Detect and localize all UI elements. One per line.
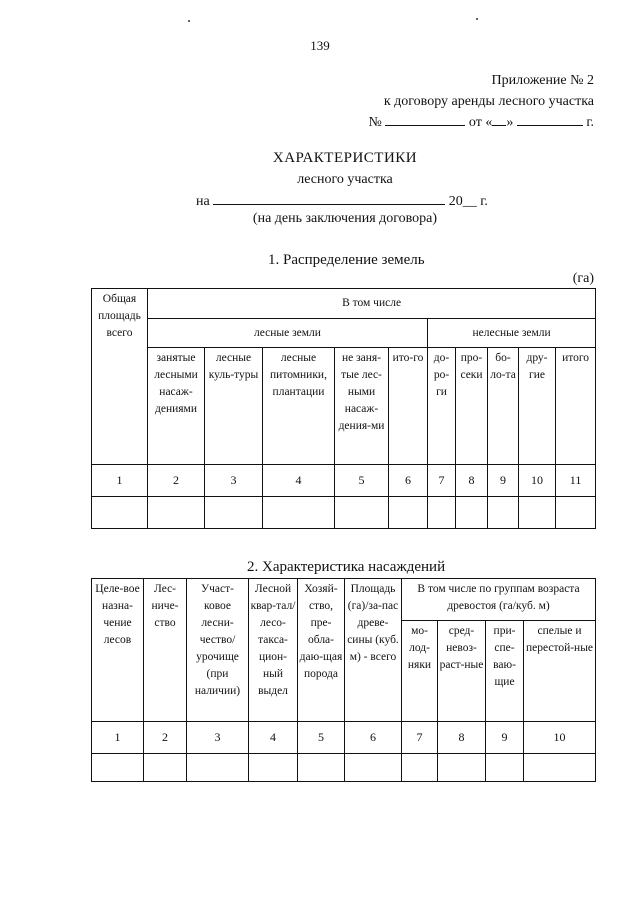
contract-month-blank	[517, 113, 583, 126]
total-area-header: Общая площадь всего	[92, 289, 148, 465]
empty-cell	[486, 754, 524, 782]
contract-date-quote: »	[506, 115, 514, 130]
forest-lands-header: лесные земли	[148, 319, 428, 348]
col-header-forest-total: ито-го	[389, 348, 428, 465]
date-year: 20__ г.	[448, 194, 488, 209]
col-number: 10	[524, 722, 596, 754]
empty-cell	[488, 497, 519, 529]
col-number: 8	[438, 722, 486, 754]
col-number: 2	[144, 722, 187, 754]
empty-cell	[298, 754, 345, 782]
col-header-purpose: Целе-вое назна-чение лесов	[92, 579, 144, 722]
col-header-occupied: занятые лесными насаж-дениями	[148, 348, 205, 465]
age-groups-header: В том числе по группам возраста древостоя (га/куб. м)	[402, 579, 596, 621]
empty-cell	[345, 754, 402, 782]
empty-cell	[249, 754, 298, 782]
empty-cell	[92, 497, 148, 529]
nonforest-lands-header: нелесные земли	[428, 319, 596, 348]
page-number: 139	[310, 38, 330, 53]
empty-cell	[187, 754, 249, 782]
col-number: 8	[456, 465, 488, 497]
col-header-district-forestry: Участ-ковое лесни-чество/ урочище (при наличии)	[187, 579, 249, 722]
empty-cell	[335, 497, 389, 529]
col-header-other: дру-гие	[519, 348, 556, 465]
empty-cell	[456, 497, 488, 529]
date-blank	[213, 192, 445, 205]
col-number: 2	[148, 465, 205, 497]
appendix-subtitle: к договору аренды лесного участка	[383, 94, 594, 109]
col-number: 6	[345, 722, 402, 754]
col-number: 9	[486, 722, 524, 754]
col-number: 3	[187, 722, 249, 754]
contract-date-label: от «	[468, 115, 493, 130]
appendix-contract-line	[369, 112, 594, 133]
col-header-clearings: про-секи	[456, 348, 488, 465]
col-header-forestry: Лес-ниче-ство	[144, 579, 187, 722]
col-header-roads: до-ро-ги	[428, 348, 456, 465]
document-note: (на день заключения договора)	[252, 211, 438, 226]
col-header-quarter: Лесной квар-тал/ лесо-такса-цион-ный выдел	[249, 579, 298, 722]
date-prefix: на	[196, 194, 210, 209]
col-number: 10	[519, 465, 556, 497]
land-distribution-table	[91, 288, 596, 529]
col-header-young: мо-лод-няки	[402, 621, 438, 722]
col-number: 11	[556, 465, 596, 497]
contract-number-blank	[385, 113, 465, 126]
empty-cell	[205, 497, 263, 529]
col-header-cultures: лесные куль-туры	[205, 348, 263, 465]
col-header-middle-aged: сред-невоз-раст-ные	[438, 621, 486, 722]
empty-cell	[389, 497, 428, 529]
including-header: В том числе	[148, 289, 596, 319]
empty-cell	[144, 754, 187, 782]
section2-title: 2. Характеристика насаждений	[247, 559, 446, 575]
document-date-line	[0, 192, 640, 210]
contract-year-label: г.	[586, 115, 594, 130]
empty-cell	[556, 497, 596, 529]
empty-cell	[519, 497, 556, 529]
stands-characteristics-table	[91, 578, 596, 782]
col-number: 4	[249, 722, 298, 754]
col-number: 6	[389, 465, 428, 497]
col-header-swamps: бо-ло-та	[488, 348, 519, 465]
col-number: 1	[92, 465, 148, 497]
col-number: 4	[263, 465, 335, 497]
section1-title: 1. Распределение земель	[268, 252, 425, 268]
col-number: 7	[402, 722, 438, 754]
empty-cell	[438, 754, 486, 782]
document-subtitle: лесного участка	[297, 172, 393, 187]
col-number: 3	[205, 465, 263, 497]
scan-speck	[188, 20, 190, 22]
col-header-area-stock: Площадь (га)/за-пас древе-сины (куб. м) - всего	[345, 579, 402, 722]
col-header-nurseries: лесные питомники, плантации	[263, 348, 335, 465]
col-header-mature: спелые и перестой-ные	[524, 621, 596, 722]
appendix-title: Приложение № 2	[491, 73, 594, 88]
col-header-maturing: при-спе-ваю-щие	[486, 621, 524, 722]
section1-unit: (га)	[572, 271, 594, 286]
col-number: 5	[298, 722, 345, 754]
scan-speck	[476, 18, 478, 20]
col-number: 7	[428, 465, 456, 497]
contract-day-blank	[492, 113, 506, 126]
col-header-unoccupied: не заня-тые лес-ными насаж-дения-ми	[335, 348, 389, 465]
col-number: 5	[335, 465, 389, 497]
col-header-nonforest-total: итого	[556, 348, 596, 465]
empty-cell	[524, 754, 596, 782]
empty-cell	[92, 754, 144, 782]
col-number: 1	[92, 722, 144, 754]
col-number: 9	[488, 465, 519, 497]
empty-cell	[148, 497, 205, 529]
contract-number-label: №	[368, 115, 382, 130]
document-title: ХАРАКТЕРИСТИКИ	[272, 150, 418, 166]
empty-cell	[402, 754, 438, 782]
empty-cell	[263, 497, 335, 529]
empty-cell	[428, 497, 456, 529]
col-header-dominant-species: Хозяй-ство, пре-обла-даю-щая порода	[298, 579, 345, 722]
